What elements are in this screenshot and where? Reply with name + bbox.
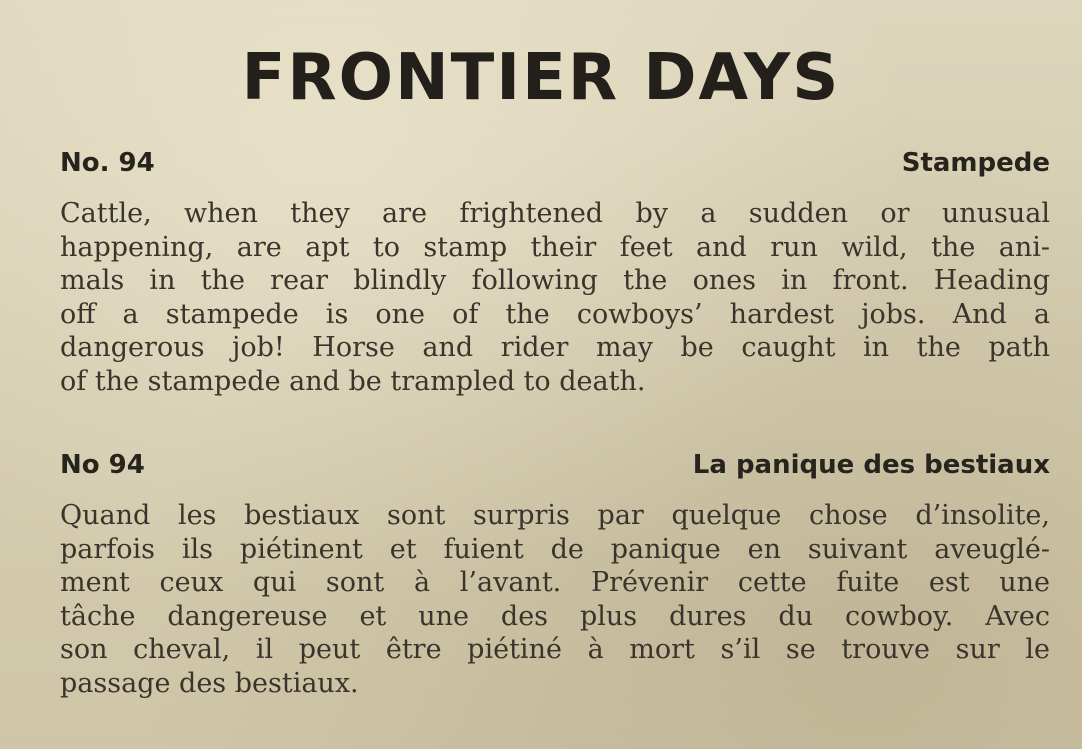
french-line: ment ceux qui sont à l’avant. Prévenir cette fuite est une <box>60 567 1050 598</box>
french-description <box>60 499 1050 700</box>
card-title: FRONTIER DAYS <box>241 41 841 115</box>
english-line: off a stampede is one of the cowboys’ hardest jobs. And a <box>60 298 1050 330</box>
french-line: tâche dangereuse et une des plus dures du cowboy. Avec <box>60 600 1050 632</box>
english-line: happening, are apt to stamp their feet and run wild, the ani- <box>60 231 1050 263</box>
english-heading: Stampede <box>901 148 1050 178</box>
french-line: Quand les bestiaux sont surpris par quelque chose d’insolite, <box>60 500 1050 531</box>
english-line: dangerous job! Horse and rider may be caught in the path <box>60 332 1050 363</box>
french-card-number: No 94 <box>60 450 145 480</box>
english-header <box>60 148 1050 178</box>
english-line: Cattle, when they are frightened by a sudden or unusual <box>60 198 1050 229</box>
french-line: son cheval, il peut être piétiné à mort s’il se trouve sur le <box>60 634 1050 665</box>
french-line: parfois ils piétinent et fuient de panique en suivant aveuglé- <box>60 533 1050 565</box>
english-line: of the stampede and be trampled to death. <box>60 365 646 397</box>
english-card-number: No. 94 <box>60 148 155 178</box>
english-description <box>60 197 1050 398</box>
english-line: mals in the rear blindly following the ones in front. Heading <box>60 265 1050 296</box>
french-heading: La panique des bestiaux <box>692 450 1050 480</box>
french-header <box>60 450 1050 480</box>
french-line: passage des bestiaux. <box>60 667 359 699</box>
